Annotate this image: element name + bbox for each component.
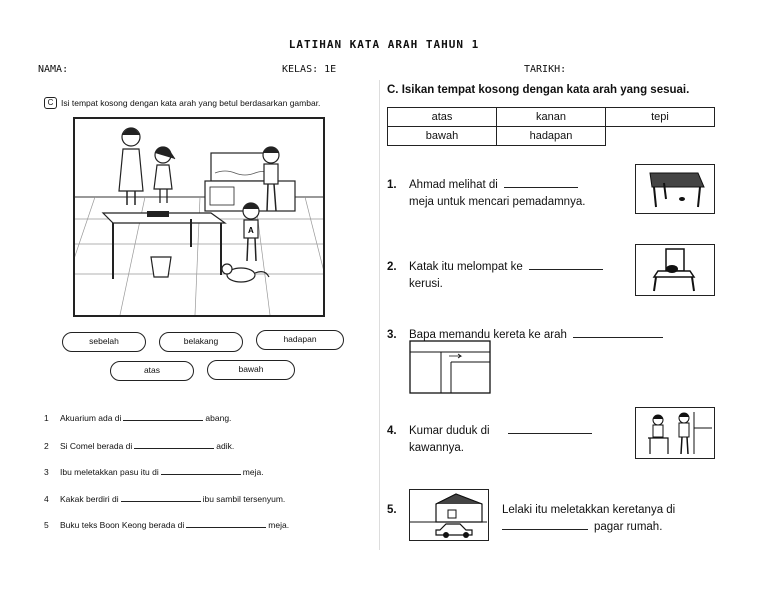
word-option-sebelah: sebelah — [62, 332, 146, 352]
word-bank-cell: bawah — [388, 127, 497, 146]
worksheet-title: LATIHAN KATA ARAH TAHUN 1 — [288, 38, 480, 51]
left-instruction-text: Isi tempat kosong dengan kata arah yang betul berdasarkan gambar. — [61, 98, 321, 108]
word-option-atas: atas — [110, 361, 194, 381]
right-question-3: 3. Bapa memandu kereta ke arah — [387, 327, 717, 344]
word-bank-cell: hadapan — [497, 127, 606, 146]
boys-image — [636, 408, 713, 457]
left-question-5: 5 Buku teks Boon Keong berada di meja. — [44, 520, 290, 530]
right-question-4: 4. Kumar duduk di kawannya. — [387, 423, 627, 457]
word-bank-cell: tepi — [606, 108, 715, 127]
house-image — [410, 490, 487, 539]
table-eraser-picture — [635, 164, 715, 214]
table-image — [636, 165, 713, 212]
word-bank-cell: kanan — [497, 108, 606, 127]
answer-blank[interactable] — [134, 448, 214, 449]
name-label: NAMA: — [38, 64, 69, 75]
answer-blank[interactable] — [186, 527, 266, 528]
date-label: TARIKH: — [524, 64, 567, 75]
class-label: KELAS: 1E — [282, 64, 337, 75]
right-question-5-number: 5. — [387, 504, 397, 516]
right-question-5: Lelaki itu meletakkan keretanya di pagar rumah. — [502, 504, 676, 533]
left-question-1: 1 Akuarium ada di abang. — [44, 413, 232, 423]
answer-blank[interactable] — [504, 187, 578, 188]
chair-image — [636, 245, 713, 294]
house-car-picture — [409, 489, 489, 541]
word-bank-cell: atas — [388, 108, 497, 127]
room-scene-image — [75, 119, 323, 315]
boys-sitting-picture — [635, 407, 715, 459]
right-question-2: 2. Katak itu melompat ke kerusi. — [387, 259, 627, 293]
answer-blank[interactable] — [161, 474, 241, 475]
page-divider — [379, 80, 380, 550]
answer-blank[interactable] — [573, 337, 663, 338]
word-option-belakang: belakang — [159, 332, 243, 352]
right-question-1: 1. Ahmad melihat di meja untuk mencari pemadamnya. — [387, 179, 586, 208]
left-instruction — [44, 97, 374, 109]
road-direction-image — [409, 340, 491, 394]
word-option-hadapan: hadapan — [256, 330, 344, 350]
word-bank-table — [387, 107, 715, 146]
chair-frog-picture — [635, 244, 715, 296]
answer-blank[interactable] — [508, 433, 592, 434]
right-instruction: C. Isikan tempat kosong dengan kata arah yang sesuai. — [387, 84, 690, 96]
answer-blank[interactable] — [529, 269, 603, 270]
left-question-2: 2 Si Comel berada di adik. — [44, 441, 235, 451]
family-room-illustration — [73, 117, 325, 317]
road-map-picture — [409, 340, 491, 394]
svg-text:A: A — [248, 226, 254, 235]
answer-blank[interactable] — [502, 529, 588, 530]
left-question-4: 4 Kakak berdiri di ibu sambil tersenyum. — [44, 494, 286, 504]
section-letter: C — [44, 97, 57, 109]
left-question-3: 3 Ibu meletakkan pasu itu di meja. — [44, 467, 264, 477]
answer-blank[interactable] — [121, 501, 201, 502]
word-option-bawah: bawah — [207, 360, 295, 380]
answer-blank[interactable] — [123, 420, 203, 421]
